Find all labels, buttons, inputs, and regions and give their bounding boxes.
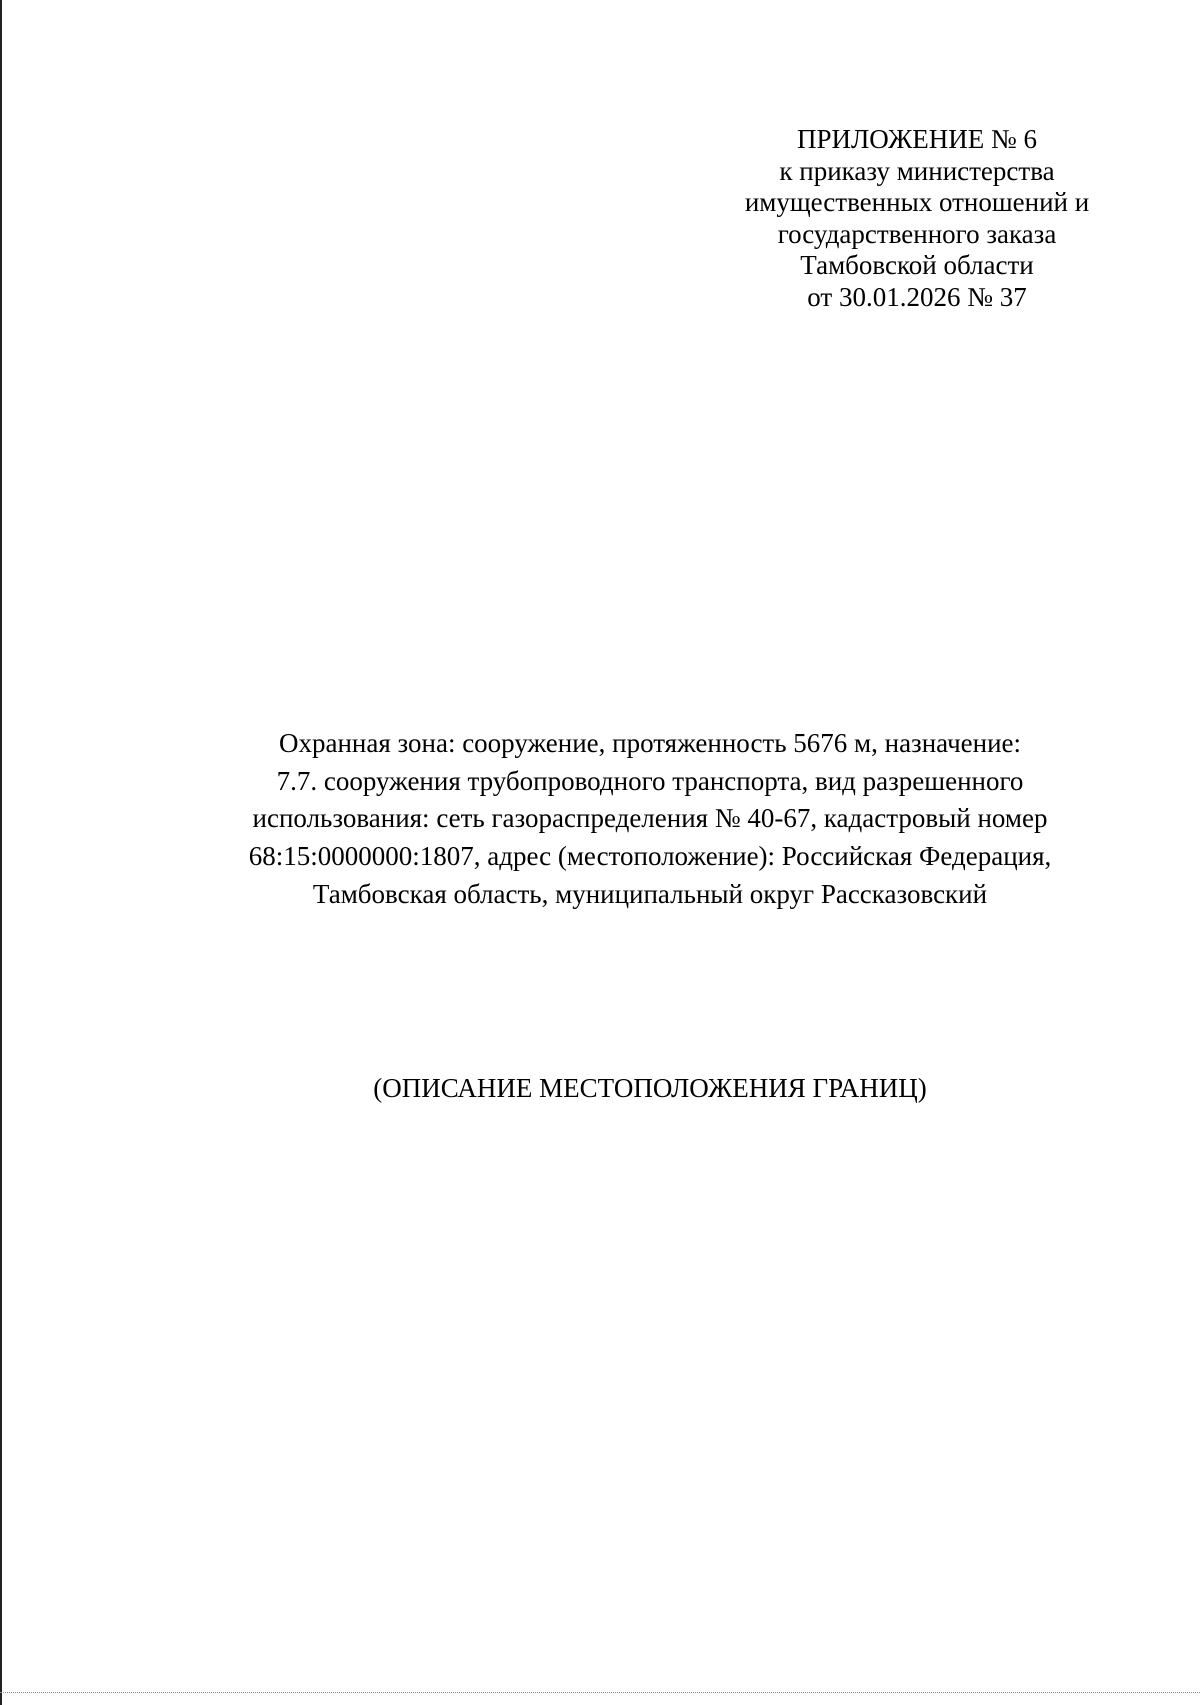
- appendix-header: [717, 124, 1117, 313]
- description-line: 7.7. сооружения трубопроводного транспорта, вид разрешенного: [276, 765, 1024, 796]
- description-line: 68:15:0000000:1807, адрес (местоположение): Российская Федерация,: [248, 841, 1052, 872]
- protection-zone-description: [150, 725, 1150, 914]
- appendix-reference-line: Тамбовской области: [800, 250, 1034, 280]
- order-date-number: от 30.01.2026 № 37: [807, 281, 1027, 312]
- scan-edge-bottom: [0, 1692, 1200, 1693]
- description-line: Тамбовская область, муниципальный округ Рассказовский: [312, 878, 988, 909]
- appendix-reference-line: государственного заказа: [777, 218, 1057, 249]
- description-line: использования: сеть газораспределения № 40-67, кадастровый номер: [252, 803, 1048, 834]
- appendix-reference-line: имущественных отношений и: [744, 187, 1090, 217]
- scan-edge-left: [0, 0, 2, 1705]
- section-title: (ОПИСАНИЕ МЕСТОПОЛОЖЕНИЯ ГРАНИЦ): [373, 1073, 927, 1103]
- appendix-reference-line: к приказу министерства: [779, 155, 1055, 186]
- description-line: Охранная зона: сооружение, протяженность 5676 м, назначение:: [278, 728, 1022, 758]
- appendix-number: ПРИЛОЖЕНИЕ № 6: [796, 124, 1038, 154]
